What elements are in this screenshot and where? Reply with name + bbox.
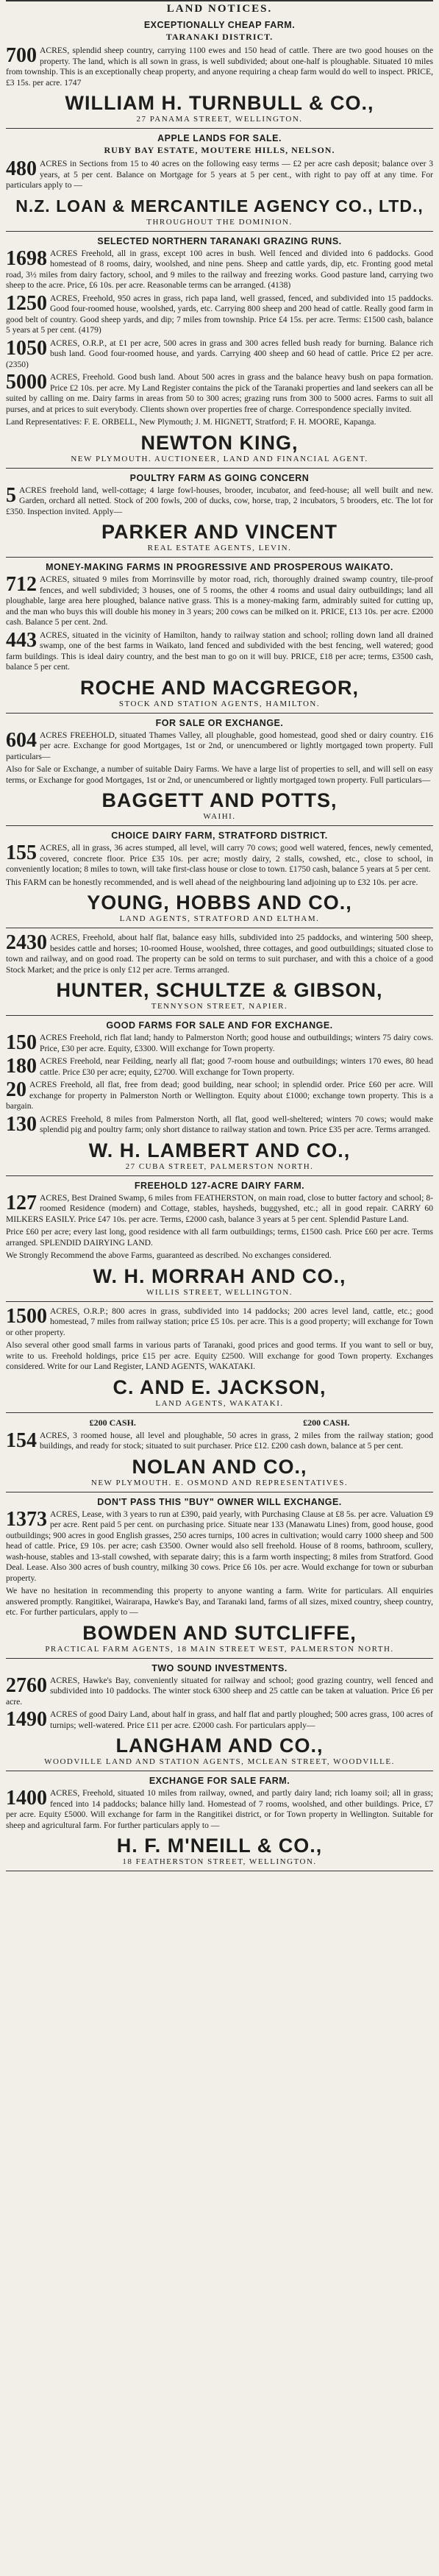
firm-address: 27 PANAMA STREET, WELLINGTON. — [136, 115, 303, 124]
listing-text: We Strongly Recommend the above Farms, guaranteed as described. No exchanges considered. — [6, 1250, 332, 1260]
listing-text: ACRES Freehold, all in grass, except 100 acres in bush. Well fenced and divided into 6 paddocks. Good homestead of 8 rooms, dairy, woolshed, and nine pens. Sheep and cattle yards, dip, etc. Fronting good metal road, 3½ miles from dairy factory, school, and 9 miles to the railway and freezing works. Good pasture land, carrying two sheep to the acre. Price, £6 10s. per acre. Reasonable terms can be arranged. (4138) — [6, 248, 433, 290]
divider-rule — [6, 468, 433, 469]
advertisement — [6, 1306, 433, 1413]
firm-name: C. AND E. JACKSON, — [113, 1376, 326, 1398]
ad-subheading: RUBY BAY ESTATE, MOUTERE HILLS, NELSON. — [104, 145, 335, 155]
ad-heading: EXCHANGE FOR SALE FARM. — [149, 1776, 290, 1786]
listing-entry — [6, 338, 433, 371]
firm-name: H. F. M'NEILL & CO., — [116, 1835, 323, 1857]
listing-text: ACRES FREEHOLD, situated Thames Valley, all ploughable, good homestead, good shed or dairy country. £16 per acre. Exchange for good Mortgages, 1st or 2nd, or unencumbered or lightly mortgaged town property. Full particulars— — [6, 730, 433, 761]
listing-text: ACRES, 3 roomed house, all level and ploughable, 50 acres in grass, 2 miles from the railway station; good buildings, and ready for stock; situated to suit purchaser. Price £12. £200 cash down, balance at 5 per cent. — [40, 1430, 433, 1451]
advertisement — [6, 1417, 433, 1492]
listing-entry — [6, 1788, 433, 1831]
listing-entry — [6, 1033, 433, 1054]
advertisement — [6, 133, 433, 232]
ad-heading: MONEY-MAKING FARMS IN PROGRESSIVE AND PROSPEROUS WAIKATO. — [46, 562, 393, 572]
listing-entry — [6, 1709, 433, 1731]
listing-text: ACRES, Hawke's Bay, conveniently situated for railway and school; good grazing country, well fenced and subdivided into 10 paddocks. The winter stock 6300 sheep and 25 cattle can be taken at valuation. Price £6 per acre. — [6, 1675, 433, 1707]
listing-entry — [6, 764, 433, 786]
listing-entry — [6, 933, 433, 975]
listing-entry — [6, 574, 433, 628]
listing-entry — [6, 1306, 433, 1339]
listing-text: ACRES, all in grass, 36 acres stumped, all level, will carry 70 cows; good well watered, fences, newly cemented, covered, concrete floor. Price £35 10s. per acre; mostly dairy, 2 stalls, cowshed, etc., close to school, in conveniently location; 8 miles to town, will take first-class house or close to town. £1750 cash, balance 5 years at 5 per cent. — [6, 843, 433, 874]
acreage-figure: 180 — [6, 1055, 37, 1078]
ad-heading: SELECTED NORTHERN TARANAKI GRAZING RUNS. — [97, 235, 342, 246]
firm-address: STOCK AND STATION AGENTS, HAMILTON. — [118, 699, 321, 708]
ad-heading: FOR SALE OR EXCHANGE. — [155, 717, 284, 728]
acreage-figure: 154 — [6, 1428, 37, 1452]
listing-entry — [6, 1080, 433, 1112]
acreage-figure: 150 — [6, 1031, 37, 1054]
ad-heading: APPLE LANDS FOR SALE. — [157, 133, 282, 143]
listing-entry — [6, 1193, 433, 1225]
listing-text: ACRES, O.R.P., at £1 per acre, 500 acres in grass and 300 acres felled bush ready for burning. Balance rich bush land. Good four-roomed house, and yards. Carrying 400 sheep and 60 head of cattle. Price £2 per acre. (2350) — [6, 338, 433, 369]
acreage-figure: 1500 — [6, 1304, 47, 1328]
listing-text: ACRES in Sections from 15 to 40 acres on the following easy terms — £2 per acre cash deposit; balance over 3 years, at 5 per cent. Balance on Mortgage for 5 years at 5 per cent., with right to pay off at any time. For particulars apply to — — [6, 159, 433, 190]
listing-entry — [6, 1586, 433, 1618]
ad-heading: TWO SOUND INVESTMENTS. — [151, 1662, 288, 1673]
firm-address: 18 FEATHERSTON STREET, WELLINGTON. — [122, 1857, 317, 1866]
advertisement — [6, 20, 433, 129]
firm-address: THROUGHOUT THE DOMINION. — [146, 217, 293, 227]
listing-text: ACRES, Freehold. Good bush land. About 500 acres in grass and the balance heavy bush on papa formation. Price £2 10s. per acre. My Land Register contains the pick of the Taranaki properties and land seekers can all be suited by calling on me. Dairy farms in areas from 50 to 300 acres; grazing runs from 300 to 5000 acres. Farms to suit all purses, and at prices to suit everybody. Clients shown over properties free of charge. Correspondence specially invited. — [6, 372, 433, 414]
listing-text: ACRES, Freehold, 950 acres in grass, rich papa land, well grassed, fenced, and subdivided into 15 paddocks. Good four-roomed house, woolshed, yards, etc. Carrying 800 sheep and 200 head of cattle. Really good farm in good belt of country. Good sheep yards, and dip; 7 miles from township. Price £4 15s. per acre. Terms: £1500 cash, balance 5 years at 5 per cent. (4179) — [6, 293, 433, 335]
advertisement — [6, 830, 433, 928]
listing-entry — [6, 1056, 433, 1078]
listing-entry — [6, 1673, 433, 1708]
ad-subheading: TARANAKI DISTRICT. — [165, 32, 274, 42]
divider-rule — [6, 1175, 433, 1176]
listing-text: ACRES Freehold, 8 miles from Palmerston North, all flat, good well-sheltered; winters 70 cows; would make splendid pig and poultry farm; only short distance to railway station and town. Price £35 per acre. Terms arranged. — [40, 1114, 433, 1134]
advertisement — [6, 1181, 433, 1302]
acreage-figure: 1373 — [6, 1507, 47, 1531]
acreage-figure: 1250 — [6, 291, 47, 315]
divider-rule — [6, 825, 433, 826]
listing-text: ACRES Freehold, near Feilding, nearly all flat; good 7-room house and outbuildings; winters 170 ewes, 80 head cattle. Price £30 per acre; equity, £2700. Will exchange for Town property. — [40, 1056, 433, 1077]
firm-address: NEW PLYMOUTH. E. OSMOND AND REPRESENTATIVES. — [90, 1478, 349, 1487]
acreage-figure: 1400 — [6, 1787, 47, 1810]
listing-entry — [6, 1428, 433, 1452]
advertisement — [6, 718, 433, 827]
cash-label: £200 CASH. — [303, 1417, 350, 1428]
acreage-figure: 2760 — [6, 1673, 47, 1697]
firm-address: WILLIS STREET, WELLINGTON. — [146, 1287, 293, 1297]
acreage-figure: 5 — [6, 483, 16, 507]
firm-address: WOODVILLE LAND AND STATION AGENTS, MCLEAN STREET, WOODVILLE. — [44, 1757, 395, 1766]
divider-rule — [6, 1412, 433, 1413]
firm-name: WILLIAM H. TURNBULL & CO., — [65, 92, 374, 114]
firm-name: BAGGETT AND POTTS, — [101, 789, 338, 811]
listing-entry — [6, 46, 433, 88]
acreage-figure: 155 — [6, 842, 37, 864]
acreage-figure: 2430 — [6, 931, 47, 954]
advertisement — [6, 473, 433, 558]
listing-text: This FARM can be honestly recommended, and is well ahead of the neighbouring land adjoining up to £32 10s. per acre. — [6, 877, 418, 887]
listing-entry — [6, 159, 433, 191]
listing-entry — [6, 293, 433, 336]
listing-text: ACRES, Freehold, situated 10 miles from railway, owned, and partly dairy land; rich loamy soil; all in grass; fenced into 14 paddocks; balance hilly land. Homestead of 7 rooms, woolshed, and other buildings. Price, £7 per acre. Equity £5000. Will exchange for farm in the Rangitikei district, or for Town property in Wellington. Suitable for sheep and agricultural farm. For further particulars apply to — — [6, 1788, 433, 1830]
advertisement — [6, 236, 433, 469]
acreage-figure: 130 — [6, 1112, 37, 1136]
ad-heading: GOOD FARMS FOR SALE AND FOR EXCHANGE. — [106, 1020, 333, 1031]
firm-name: ROCHE AND MACGREGOR, — [79, 676, 359, 699]
listing-text: Price £60 per acre; every last long, good residence with all farm outbuildings; terms, £1500 cash. Price £60 per acre. Terms arranged. SPLENDID DAIRYING LAND. — [6, 1227, 433, 1248]
firm-address: WAIHI. — [203, 812, 236, 821]
cash-label: £200 CASH. — [89, 1417, 136, 1428]
listing-text: Also several other good small farms in various parts of Taranaki, good prices and good terms. If you want to sell or buy, write to us. Freehold holdings, price £15 per acre. Equity £2500. Will exchange for good Town property. Exchanges considered. Write for our Land Register, LAND AGENTS, WAKATAKI. — [6, 1340, 433, 1371]
firm-address: TENNYSON STREET, NAPIER. — [151, 1002, 288, 1011]
firm-address: 27 CUBA STREET, PALMERSTON NORTH. — [125, 1161, 314, 1171]
acreage-figure: 700 — [6, 44, 37, 67]
ad-heading: FREEHOLD 127-ACRE DAIRY FARM. — [134, 1180, 305, 1191]
firm-name: N.Z. LOAN & MERCANTILE AGENCY CO., LTD., — [15, 196, 424, 216]
listing-entry — [6, 246, 433, 291]
firm-name: W. H. LAMBERT AND CO., — [88, 1139, 351, 1161]
listing-text: ACRES, O.R.P.; 800 acres in grass, subdivided into 14 paddocks; 200 acres level land, cattle, etc.; good homestead, 7 miles from railway station; price £5 10s. per acre. This is a good property; will exchange for Town or other property. — [6, 1306, 433, 1337]
listing-text: ACRES, splendid sheep country, carrying 1100 ewes and 150 head of cattle. There are two good houses on the property. The land, which is all sown in grass, is well subdivided; about one-half is ploughable. Situated 10 miles from township. This is an exceptionally cheap property, and anyone requiring a cheap farm would do well to inspect. PRICE, £3 15s. per acre. 1747 — [6, 46, 433, 88]
divider-rule — [6, 231, 433, 232]
listing-entry — [6, 630, 433, 673]
divider-rule — [6, 1301, 433, 1302]
advertisement — [6, 933, 433, 1016]
firm-name: LANGHAM AND CO., — [115, 1734, 324, 1757]
firm-address: LAND AGENTS, WAKATAKI. — [155, 1398, 284, 1408]
listing-text: ACRES freehold land, well-cottage; 4 large fowl-houses, brooder, incubator, and feed-house; all well built and new. Garden, orchard all netted. Stock of 200 fowls, 200 of ducks, cow, horse, trap, 2 incubators, 5 brooders, etc. The lot for £350. Inspection invited. Apply— — [6, 485, 433, 516]
firm-name: NEWTON KING, — [140, 431, 299, 454]
divider-rule — [6, 1658, 433, 1659]
firm-address: NEW PLYMOUTH. AUCTIONEER, LAND AND FINANCIAL AGENT. — [71, 454, 368, 463]
advertisement — [6, 1776, 433, 1871]
listing-entry — [6, 485, 433, 518]
listing-entry — [6, 878, 433, 889]
listing-text: ACRES, Lease, with 3 years to run at £390, paid yearly, with Purchasing Clause at £8 5s. per acre. Valuation £9 per acre. Rent paid 5 per cent. on purchasing price. Situate near 133 (Manawatu Lines) from, good house, good outbuildings; 900 acres in good English grasses, 250 acres turnips, 100 acres in cultivation; would carry 1000 sheep and 500 head of cattle. Price, £9 10s. per acre; cash £3500. Owner would also sell freehold. House of 8 rooms, bathroom, scullery, wash-house, stables and 13-stall cowshed, with separate dairy; this is a farm worth inspecting; 8 miles from Stratford. Good Deal. Lease. Also 300 acres of bush country, milking 30 cows. Price £6 10s. per acre. Would exchange for town or suburban property. — [6, 1509, 433, 1583]
listing-entry — [6, 1509, 433, 1584]
top-rule — [6, 0, 433, 1]
listing-text: ACRES, situated 9 miles from Morrinsville by motor road, rich, thoroughly drained swamp country, tile-proof fences, and well subdivided; 3 houses, one of 5 rooms, the other 4 rooms and usual dairy outbuildings; land all ploughable, large area here ploughed, balance native grass. This is a money-making farm, admirably suited for cutting up, and the man who buys this will double his money in 3 years; 200 cows can be milked on it. PRICE, £13 10s. per acre. £2000 cash. Balance 5 per cent. 2nd. — [6, 574, 433, 627]
ad-heading: POULTRY FARM AS GOING CONCERN — [129, 472, 310, 483]
listing-text: ACRES Freehold, all flat, free from dead; good building, near school; in splendid order. Price £60 per acre. Will exchange for property in Palmerston North or Wellington. Equity about £1000; exchange town property. This is a bargain. — [6, 1080, 433, 1111]
acreage-figure: 1698 — [6, 246, 47, 270]
page-masthead: LAND NOTICES. — [166, 3, 273, 15]
firm-name: W. H. MORRAH AND CO., — [93, 1264, 346, 1287]
divider-rule — [6, 713, 433, 714]
listing-text: ACRES Freehold, rich flat land; handy to Palmerston North; good house and outbuildings; winters 75 dairy cows. Price, £30 per acre. Equity, £3300. Will exchange for Town property. — [40, 1033, 433, 1053]
acreage-figure: 1050 — [6, 336, 47, 360]
acreage-figure: 20 — [6, 1078, 26, 1101]
listing-entry — [6, 1114, 433, 1136]
listing-text: We have no hesitation in recommending this property to anyone wanting a farm. Write for particulars. All enquiries answered promptly. Rangitikei, Wairarapa, Hawke's Bay, and Taranaki land, farms of all sizes, mixed country, sheep country, etc. For further particulars, apply to — — [6, 1586, 433, 1617]
listing-entry — [6, 730, 433, 763]
listing-entry — [6, 843, 433, 875]
acreage-figure: 443 — [6, 628, 37, 652]
advertisement — [6, 562, 433, 714]
firm-name: YOUNG, HOBBS AND CO., — [87, 892, 352, 914]
listing-entry — [6, 1250, 433, 1262]
firm-name: BOWDEN AND SUTCLIFFE, — [82, 1621, 357, 1644]
firm-name: NOLAN AND CO., — [132, 1455, 307, 1478]
listing-text: ACRES, situated in the vicinity of Hamilton, handy to railway station and school; rolling down land all drained swamp, one of the best farms in Waikato, land fenced and subdivided with the best fencing, well watered; good farm buildings. This is ideal dairy country, and the best man to go on it will buy. PRICE, £18 per acre; terms, £3500 cash, balance 5 per cent. — [6, 630, 433, 672]
firm-name: PARKER AND VINCENT — [101, 521, 338, 543]
firm-address: PRACTICAL FARM AGENTS, 18 MAIN STREET WEST, PALMERSTON NORTH. — [45, 1644, 394, 1654]
listing-entry — [6, 1227, 433, 1248]
listing-text: ACRES, Freehold, about half flat, balance easy hills, subdivided into 25 paddocks, and wintering 500 sheep, besides cattle and horses; 10-roomed House, woolshed, three cottages, and good outbuildings; situated close to town and railway, and on good road. The property can be sold on terms to suit purchaser, and with this a choice of a good Stock Market; and the price is only £12 per acre. Terms arranged. — [6, 933, 433, 975]
agents-line: Land Representatives: F. E. ORBELL, New Plymouth; J. M. HIGNETT, Stratford; F. H. MOORE, Kapanga. — [6, 417, 376, 427]
acreage-figure: 5000 — [6, 371, 47, 394]
acreage-figure: 480 — [6, 157, 37, 180]
acreage-figure: 127 — [6, 1191, 37, 1214]
listing-text: ACRES, Best Drained Swamp, 6 miles from FEATHERSTON, on main road, close to butter factory and school; 8-roomed Residence (modern) and Cottage, stables, haysheds, buggyshed, etc.; all in good repair. CARRY 60 MILKERS EASILY. Price £47 10s. per acre. Terms, £2000 cash, balance 3 years at 5 per cent. Splendid Pasture Land. — [6, 1192, 433, 1224]
firm-address: REAL ESTATE AGENTS, LEVIN. — [147, 544, 292, 552]
ad-heading: EXCEPTIONALLY CHEAP FARM. — [143, 20, 296, 30]
acreage-figure: 604 — [6, 728, 37, 752]
cash-row — [6, 1417, 433, 1428]
listing-text: ACRES of good Dairy Land, about half in grass, and half flat and partly ploughed; 500 acres grass, 100 acres of turnips; well-watered. Price £11 per acre. £2000 cash. For particulars apply— — [50, 1709, 433, 1730]
advertisement — [6, 1497, 433, 1659]
listing-entry — [6, 1340, 433, 1373]
acreage-figure: 712 — [6, 573, 37, 596]
acreage-figure: 1490 — [6, 1708, 47, 1731]
ad-heading: CHOICE DAIRY FARM, STRATFORD DISTRICT. — [111, 830, 328, 841]
advertisement — [6, 1663, 433, 1772]
firm-name: HUNTER, SCHULTZE & GIBSON, — [56, 979, 383, 1001]
divider-rule — [6, 128, 433, 129]
divider-rule — [6, 1015, 433, 1016]
ad-heading: DON'T PASS THIS "BUY" OWNER WILL EXCHANGE. — [97, 1496, 342, 1507]
listing-entry — [6, 372, 433, 415]
advertisement — [6, 1020, 433, 1176]
listing-text: Also for Sale or Exchange, a number of suitable Dairy Farms. We have a large list of properties to sell, and will sell on easy terms, or Exchange for good Mortgages, 1st or 2nd, or unencumbered or lightly mortgaged town property. Full particulars— — [6, 764, 433, 785]
firm-address: LAND AGENTS, STRATFORD AND ELTHAM. — [119, 914, 320, 923]
advertisements-column — [6, 20, 433, 1871]
divider-rule — [6, 557, 433, 558]
